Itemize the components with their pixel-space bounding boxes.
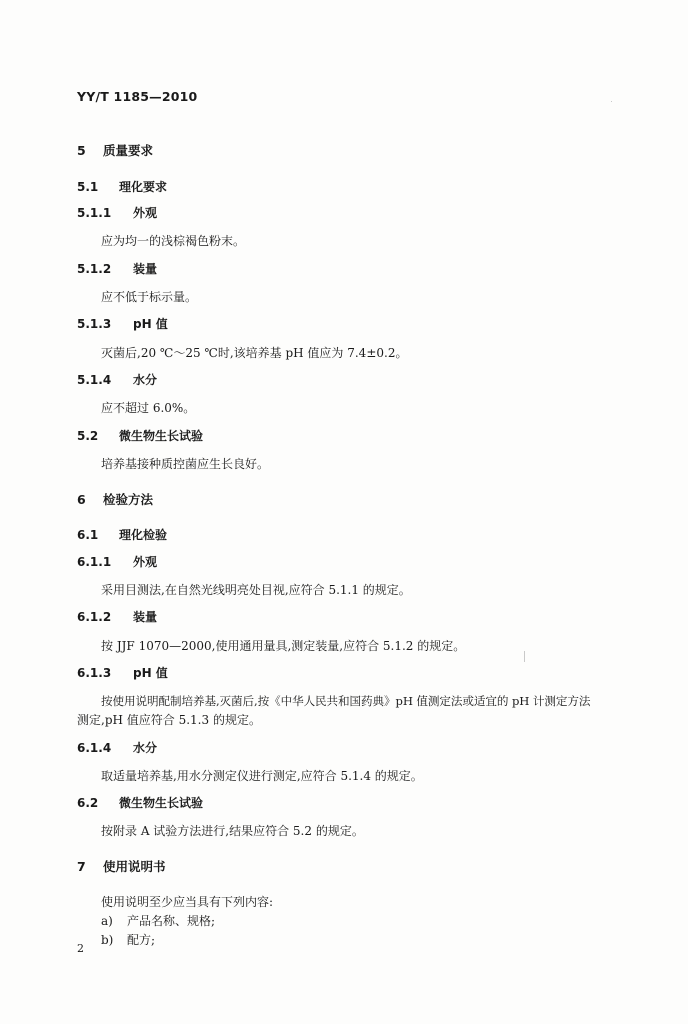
clause-number: 5.1.1	[77, 206, 112, 220]
subsection-number: 6.1	[77, 528, 99, 542]
clause-number: 6.1.1	[77, 555, 112, 569]
clause-text: 培养基接种质控菌应生长良好。	[101, 457, 270, 471]
subsection-heading	[77, 425, 688, 447]
clause-title: 装量	[133, 610, 158, 624]
section-number: 6	[77, 492, 86, 507]
subsection-number: 5.2	[77, 429, 99, 443]
clause-number: 6.1.4	[77, 741, 112, 755]
clause-text-continued: 测定,pH 值应符合 5.1.3 的规定。	[77, 713, 261, 727]
clause-title: pH 值	[133, 317, 168, 331]
section-heading	[77, 140, 688, 162]
clause-number: 5.1.2	[77, 262, 112, 276]
clause-heading	[77, 202, 688, 224]
clause-text: 应不超过 6.0%。	[101, 401, 196, 415]
section-heading	[77, 856, 688, 878]
clause-heading	[77, 551, 688, 573]
clause-text: 按 JJF 1070—2000,使用通用量具,测定装量,应符合 5.1.2 的规定。	[101, 639, 466, 653]
clause-text: 灭菌后,20 ℃～25 ℃时,该培养基 pH 值应为 7.4±0.2。	[101, 346, 408, 360]
list-item-label: b)	[101, 933, 114, 947]
clause-text: 按使用说明配制培养基,灭菌后,按《中华人民共和国药典》pH 值测定法或适宜的 pH 计测定方法	[101, 694, 591, 708]
subsection-title: 微生物生长试验	[119, 429, 204, 443]
clause-title: pH 值	[133, 666, 168, 680]
section-number: 7	[77, 859, 86, 874]
clause-heading	[77, 369, 688, 391]
clause-title: 水分	[133, 373, 158, 387]
section-title: 检验方法	[103, 492, 154, 507]
clause-text: 采用目测法,在自然光线明亮处目视,应符合 5.1.1 的规定。	[101, 583, 411, 597]
list-item-text: 配方;	[127, 933, 156, 947]
section-title: 质量要求	[103, 143, 154, 158]
clause-text: 应不低于标示量。	[101, 290, 198, 304]
clause-text: 使用说明至少应当具有下列内容:	[101, 895, 274, 909]
standard-code: YY/T 1185—2010	[77, 89, 198, 104]
subsection-number: 6.2	[77, 796, 99, 810]
subsection-title: 理化要求	[119, 180, 168, 194]
subsection-title: 微生物生长试验	[119, 796, 204, 810]
clause-title: 外观	[133, 206, 158, 220]
scan-speck	[611, 101, 612, 102]
subsection-heading	[77, 792, 688, 814]
clause-number: 6.1.2	[77, 610, 112, 624]
section-number: 5	[77, 143, 86, 158]
list-item-text: 产品名称、规格;	[127, 914, 216, 928]
clause-heading	[77, 258, 688, 280]
list-item-label: a)	[101, 914, 113, 928]
clause-number: 5.1.3	[77, 317, 112, 331]
clause-title: 外观	[133, 555, 158, 569]
clause-title: 水分	[133, 741, 158, 755]
scan-speck	[524, 651, 525, 662]
subsection-number: 5.1	[77, 180, 99, 194]
subsection-heading	[77, 176, 688, 198]
clause-number: 6.1.3	[77, 666, 112, 680]
subsection-heading	[77, 524, 688, 546]
clause-heading	[77, 606, 688, 628]
clause-text: 按附录 A 试验方法进行,结果应符合 5.2 的规定。	[101, 824, 364, 838]
clause-text: 取适量培养基,用水分测定仪进行测定,应符合 5.1.4 的规定。	[101, 769, 423, 783]
list-item	[101, 929, 688, 951]
section-title: 使用说明书	[103, 859, 166, 874]
subsection-title: 理化检验	[119, 528, 168, 542]
clause-heading	[77, 737, 688, 759]
clause-number: 5.1.4	[77, 373, 112, 387]
clause-heading	[77, 662, 688, 684]
section-heading	[77, 489, 688, 511]
clause-heading	[77, 313, 688, 335]
clause-title: 装量	[133, 262, 158, 276]
page-number: 2	[77, 942, 84, 955]
clause-text: 应为均一的浅棕褐色粉末。	[101, 234, 246, 248]
